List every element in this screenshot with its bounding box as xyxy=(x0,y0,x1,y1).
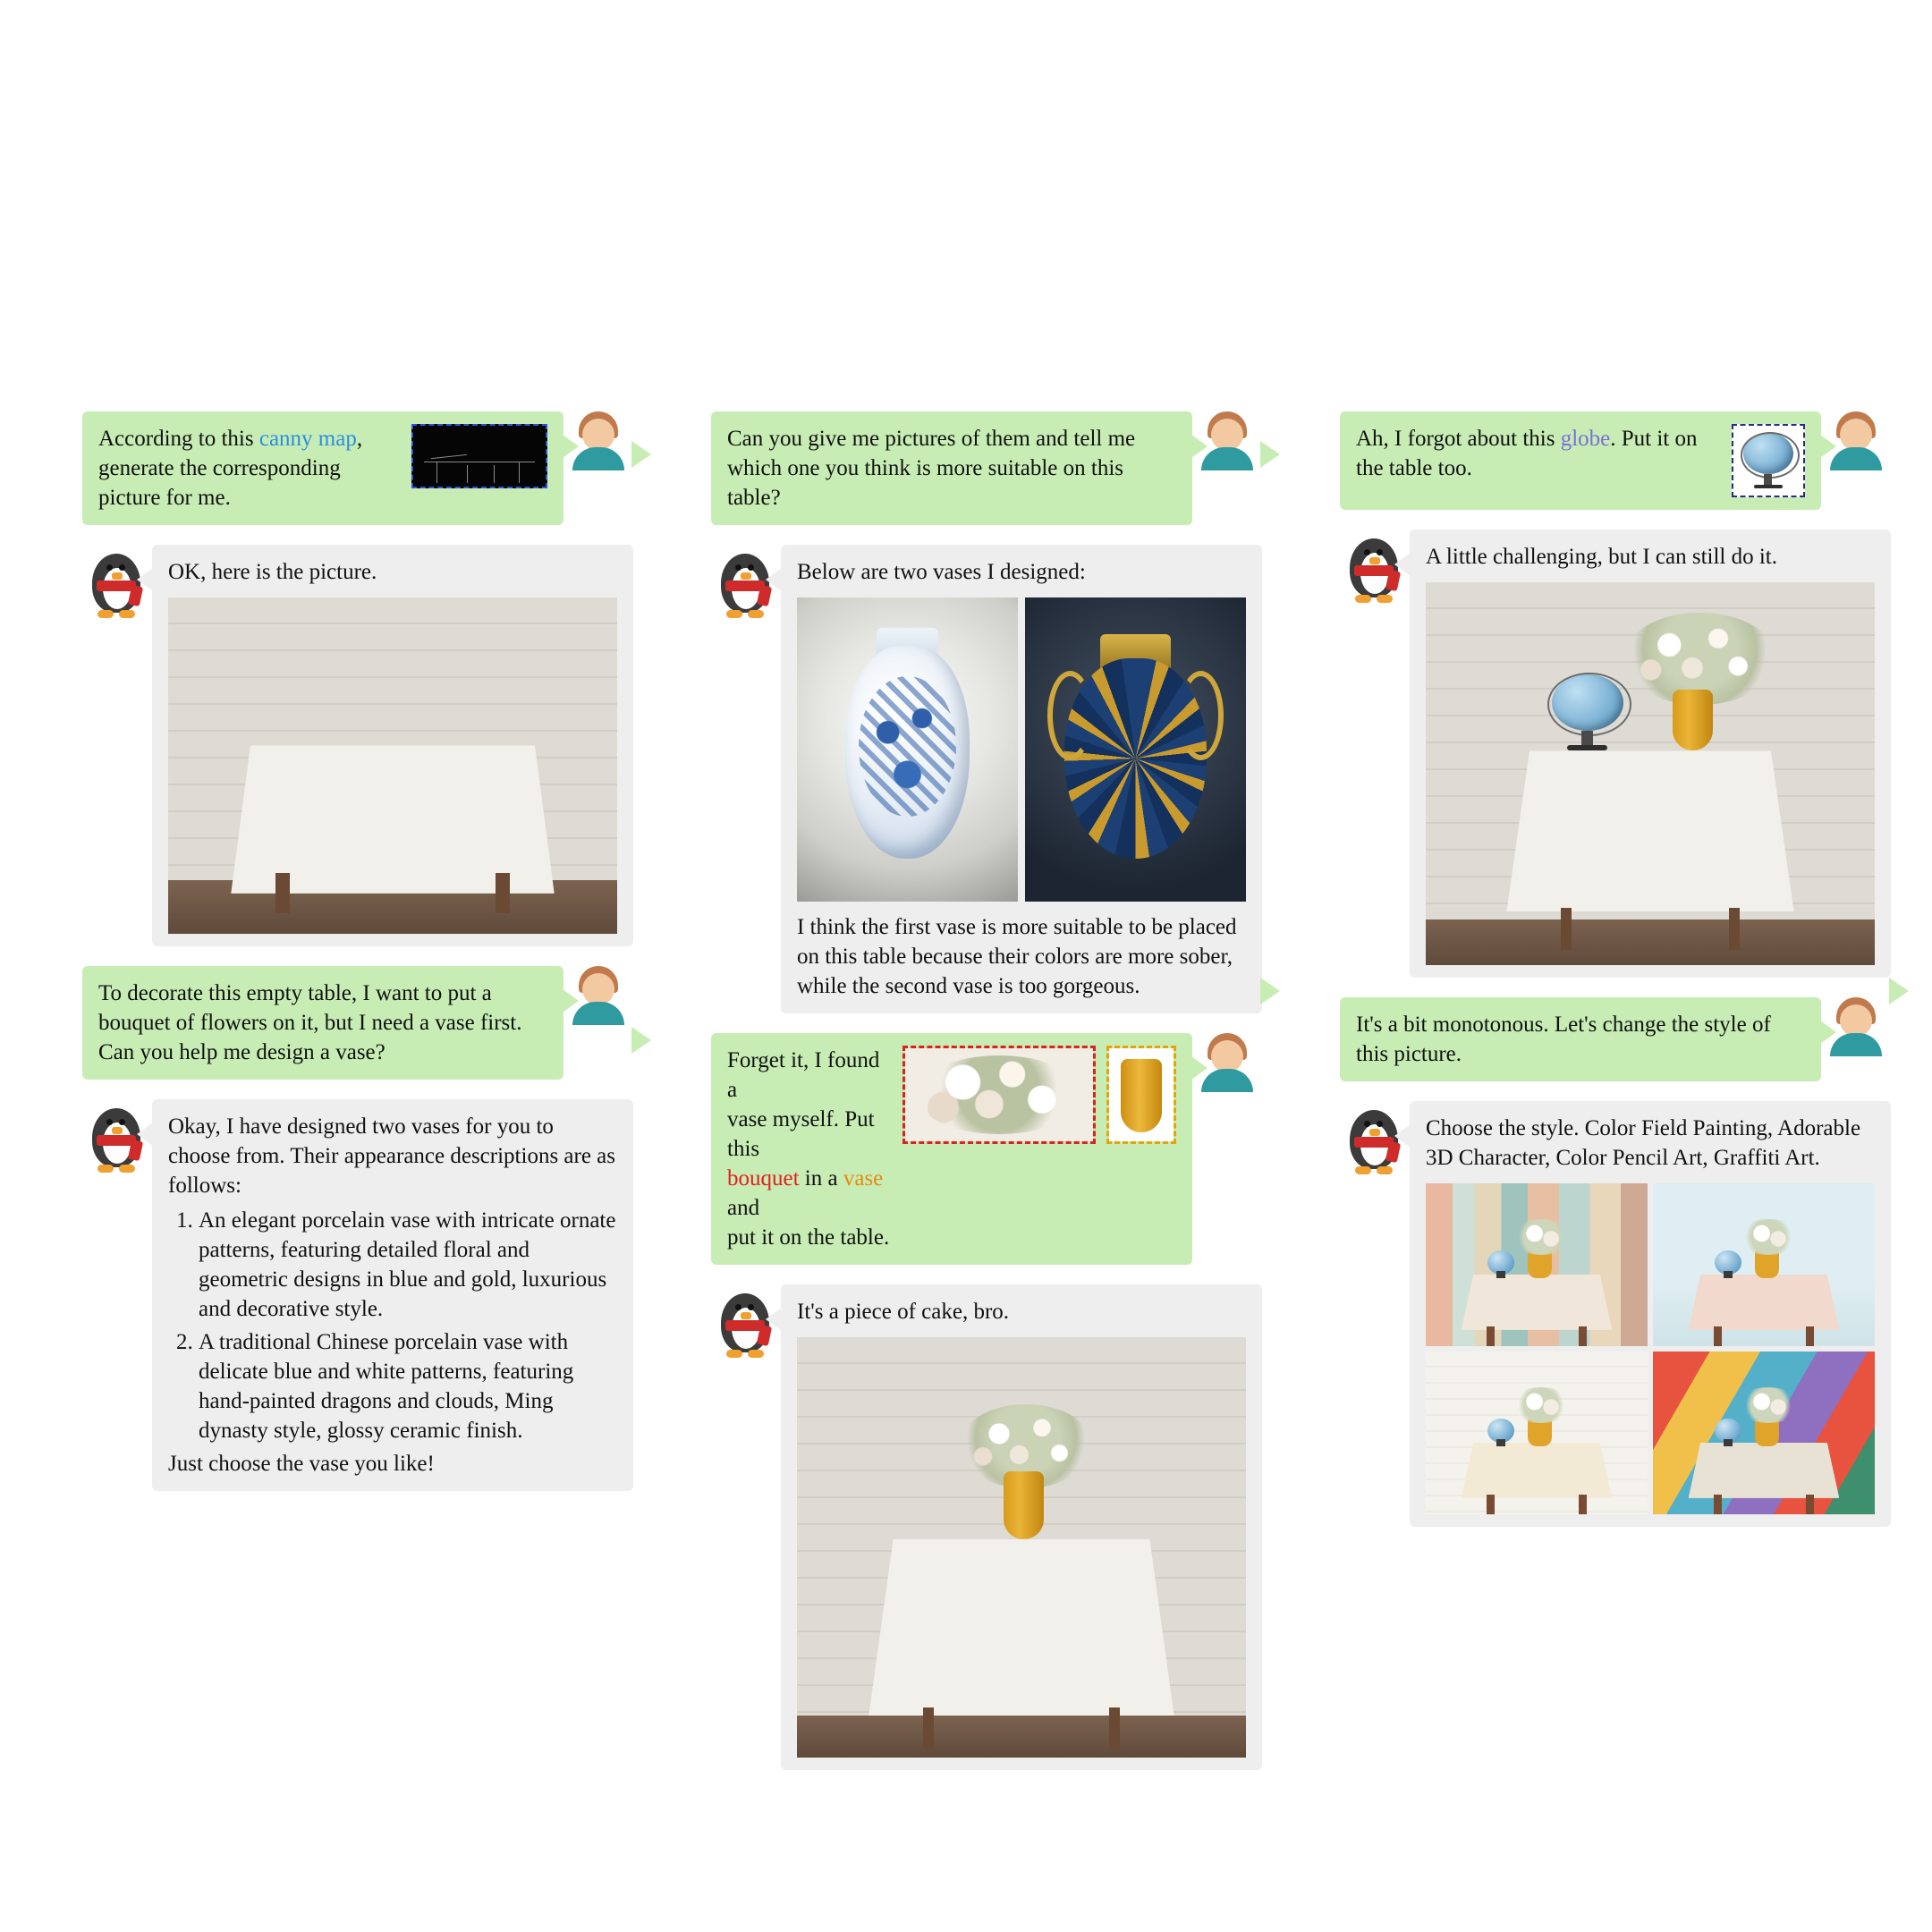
style-tile-color-field-painting[interactable] xyxy=(1426,1183,1648,1346)
user-avatar xyxy=(564,966,633,1021)
style-tile-graffiti-art[interactable] xyxy=(1653,1352,1875,1514)
globe-thumbnail[interactable] xyxy=(1732,424,1805,497)
bot-message-empty-table[interactable] xyxy=(152,545,633,946)
bubble-tail-icon xyxy=(766,1308,782,1331)
vase-keyword[interactable]: vase xyxy=(843,1166,884,1191)
flow-arrow-icon xyxy=(631,1027,651,1054)
user-avatar xyxy=(1821,997,1891,1053)
turn-user-globe xyxy=(1340,411,1894,510)
bot-message-globe-on-table[interactable] xyxy=(1410,530,1891,978)
human-avatar-icon xyxy=(1199,411,1255,467)
vase-image-pair xyxy=(797,597,1246,902)
flow-arrow-icon xyxy=(1889,978,1909,1004)
table-with-vase-photo[interactable] xyxy=(797,1337,1246,1758)
user-avatar xyxy=(564,411,633,467)
message-text-after: . Put it on the table too. xyxy=(1356,427,1698,480)
user-avatar xyxy=(1192,1033,1262,1089)
bubble-tail-icon xyxy=(1394,1124,1411,1148)
canny-map-link[interactable]: canny map xyxy=(258,427,357,451)
bot-caption: A little challenging, but I can still do it. xyxy=(1426,545,1777,569)
user-message-found-vase[interactable] xyxy=(711,1033,1192,1265)
conversation-column-1 xyxy=(82,411,637,1511)
message-line-2: vase myself. Put this xyxy=(727,1107,875,1161)
descriptions-intro: Okay, I have designed two vases for you to choose from. Their appearance descriptions are as follows: xyxy=(168,1114,616,1198)
conversation-column-3 xyxy=(1340,411,1894,1546)
bot-caption: OK, here is the picture. xyxy=(168,560,377,584)
bot-message-style-options[interactable] xyxy=(1410,1101,1891,1527)
flow-arrow-icon xyxy=(1260,441,1280,468)
user-message-change-style[interactable] xyxy=(1340,997,1821,1081)
message-after: and xyxy=(727,1196,760,1220)
bubble-tail-icon xyxy=(137,568,153,591)
turn-bot-two-vases xyxy=(711,545,1266,1013)
style-tile-adorable-3d-character[interactable] xyxy=(1653,1183,1875,1346)
bot-caption: It's a piece of cake, bro. xyxy=(797,1300,1010,1324)
empty-table-photo[interactable] xyxy=(168,597,617,934)
human-avatar-icon xyxy=(1828,997,1884,1053)
message-text-before: According to this xyxy=(98,427,259,451)
style-image-grid xyxy=(1426,1183,1875,1514)
message-text-after: , generate the corresponding picture for me. xyxy=(98,427,363,510)
bubble-tail-icon xyxy=(137,1123,153,1146)
turn-user-design-vase xyxy=(82,966,637,1080)
turn-bot-globe-on-table xyxy=(1340,530,1894,978)
bouquet-thumbnail[interactable] xyxy=(902,1046,1096,1144)
blue-gold-vase-image[interactable] xyxy=(1025,597,1246,902)
user-message-compare-vases[interactable] xyxy=(711,411,1192,525)
message-mid: in a xyxy=(799,1166,843,1191)
flow-arrow-icon xyxy=(1260,978,1280,1004)
user-message-canny[interactable] xyxy=(82,411,564,525)
turn-user-canny-request xyxy=(82,411,637,525)
user-message-globe[interactable] xyxy=(1340,411,1821,510)
turn-user-compare-vases xyxy=(711,411,1266,525)
canny-map-thumbnail[interactable] xyxy=(411,424,547,488)
style-tile-color-pencil-art[interactable] xyxy=(1426,1352,1648,1514)
turn-user-change-style xyxy=(1340,997,1894,1081)
message-text: To decorate this empty table, I want to put a bouquet of flowers on it, but I need a vase first. Can you help me design a vase? xyxy=(98,981,522,1064)
list-item: 1. An elegant porcelain vase with intricate ornate patterns, featuring detailed floral and geometric designs in blue and gold, luxurious and decorative style. xyxy=(199,1206,617,1324)
bot-message-vase-descriptions[interactable] xyxy=(152,1099,633,1491)
turn-bot-empty-table xyxy=(82,545,637,946)
turn-bot-table-with-vase xyxy=(711,1284,1266,1770)
user-avatar xyxy=(1192,411,1262,467)
two-vases-header: Below are two vases I designed: xyxy=(797,560,1086,584)
human-avatar-icon xyxy=(571,411,626,467)
table-with-vase-and-globe-photo[interactable] xyxy=(1426,582,1875,965)
message-text-before: Ah, I forgot about this xyxy=(1356,427,1561,451)
turn-bot-vase-descriptions xyxy=(82,1099,637,1491)
two-vases-footer: I think the first vase is more suitable to be placed on this table because their colors are more sober, while the second vase is too gorgeous. xyxy=(797,915,1237,998)
bot-message-table-with-vase[interactable] xyxy=(781,1284,1262,1770)
globe-link[interactable]: globe xyxy=(1560,427,1611,451)
user-message-design-vase[interactable] xyxy=(82,966,564,1080)
bouquet-keyword[interactable]: bouquet xyxy=(727,1166,800,1191)
human-avatar-icon xyxy=(1199,1033,1255,1089)
vase-thumbnail[interactable] xyxy=(1106,1046,1176,1144)
list-item: 2. A traditional Chinese porcelain vase with delicate blue and white patterns, featuring hand-painted dragons and clouds, Ming dynasty style, glossy ceramic finish. xyxy=(199,1327,617,1445)
flow-arrow-icon xyxy=(631,441,651,468)
turn-user-found-vase xyxy=(711,1033,1266,1265)
turn-bot-style-options xyxy=(1340,1101,1894,1527)
message-line-1: Forget it, I found a xyxy=(727,1048,880,1102)
user-avatar xyxy=(1821,411,1891,467)
message-line-4: put it on the table. xyxy=(727,1225,890,1250)
bubble-tail-icon xyxy=(766,568,782,591)
conversation-column-2 xyxy=(711,411,1266,1790)
blue-white-vase-image[interactable] xyxy=(797,597,1018,902)
descriptions-outro: Just choose the vase you like! xyxy=(168,1452,435,1476)
bubble-tail-icon xyxy=(1394,553,1411,576)
vase-description-list xyxy=(168,1206,617,1445)
style-options-text: Choose the style. Color Field Painting, Adorable 3D Character, Color Pencil Art, Graffiti Art. xyxy=(1426,1116,1861,1170)
human-avatar-icon xyxy=(571,966,626,1021)
message-text: Can you give me pictures of them and tell me which one you think is more suitable on this table? xyxy=(727,427,1136,510)
message-text: It's a bit monotonous. Let's change the style of this picture. xyxy=(1356,1013,1771,1066)
human-avatar-icon xyxy=(1828,411,1884,467)
bot-message-two-vases[interactable] xyxy=(781,545,1262,1013)
